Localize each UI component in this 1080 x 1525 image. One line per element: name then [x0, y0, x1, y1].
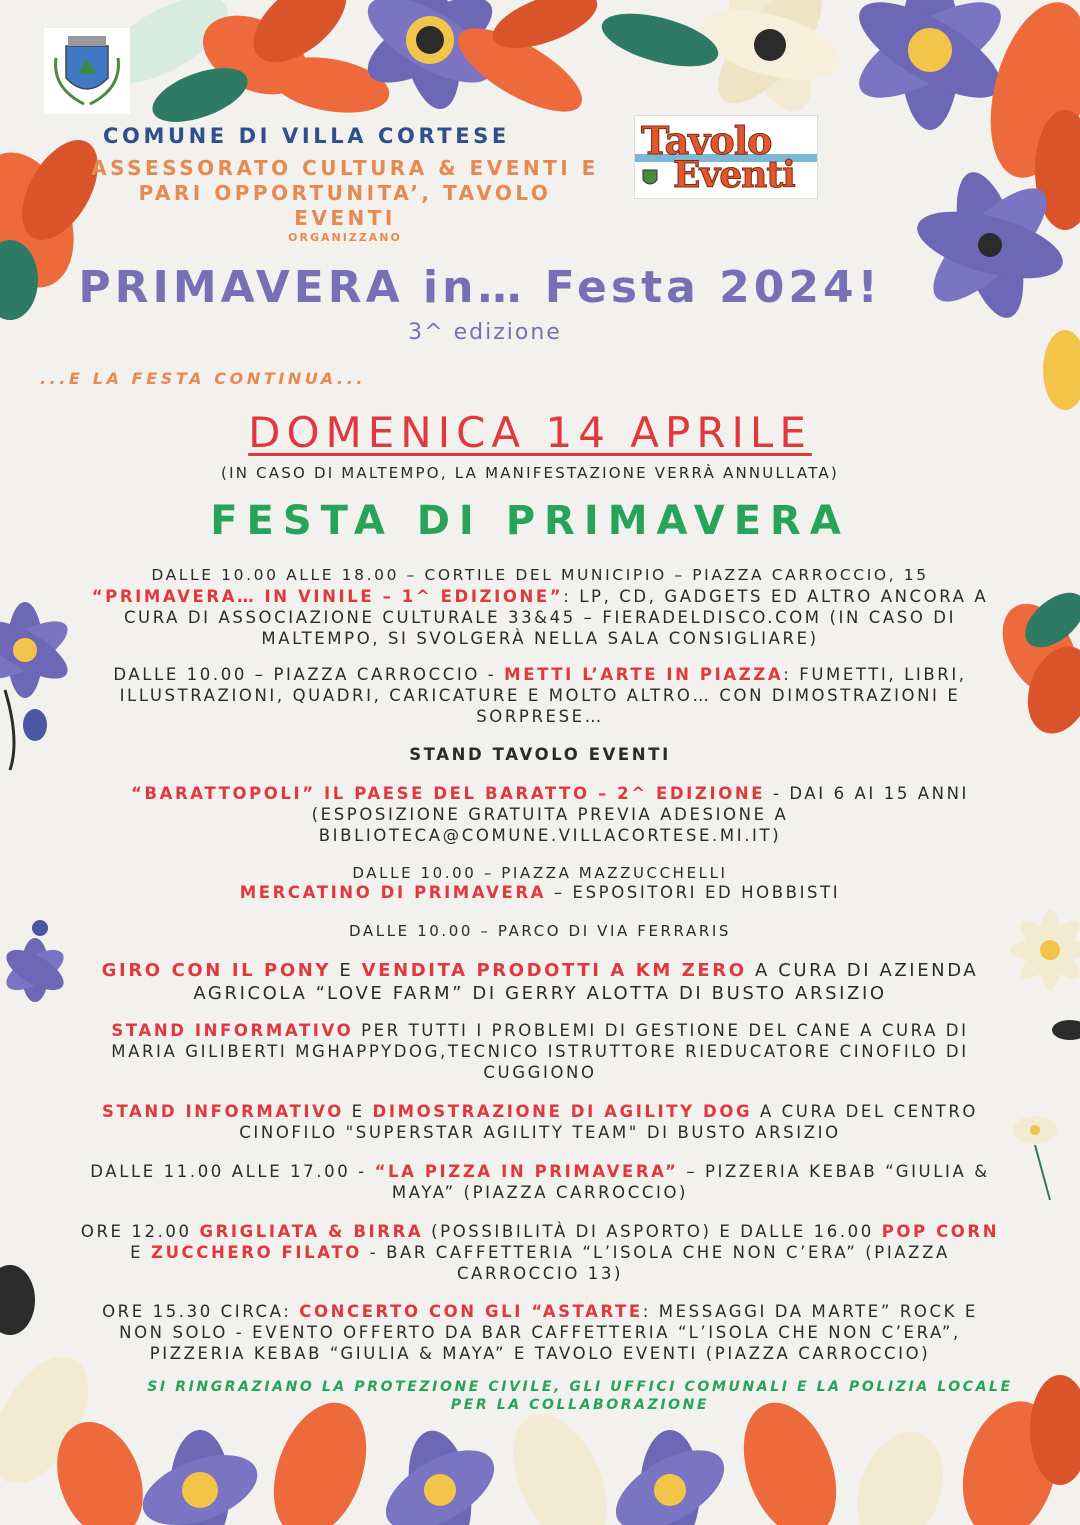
event-4-line-2: [30, 882, 1050, 903]
event-6-line-1: [30, 1020, 1050, 1041]
weather-note: (IN CASO DI MALTEMPO, LA MANIFESTAZIONE VERRÀ ANNULLATA): [221, 464, 839, 482]
event-date: DOMENICA 14 APRILE: [248, 408, 812, 457]
stand-tavolo-eventi: STAND TAVOLO EVENTI: [409, 745, 671, 764]
event-1-title: “PRIMAVERA… IN VINILE – 1^ EDIZIONE”: [91, 587, 564, 606]
event-10-line-1: [30, 1301, 1050, 1322]
assessorato-line-1: ASSESSORATO CULTURA & EVENTI E: [91, 156, 599, 180]
event-block-5: [30, 959, 1050, 1005]
event-9-l2-rest: - BAR CAFFETTERIA “L’ISOLA CHE NON C’ERA” (PIAZZA: [361, 1243, 950, 1262]
event-2-pre: DALLE 10.00 – PIAZZA CARROCCIO -: [113, 665, 505, 684]
event-2-line-2: ILLUSTRAZIONI, QUADRI, CARICATURE E MOLTO ALTRO… CON DIMOSTRAZIONI E: [119, 686, 961, 705]
comune-name: COMUNE DI VILLA CORTESE: [103, 124, 510, 148]
event-title: PRIMAVERA in… Festa 2024!: [78, 262, 882, 313]
event-block-3: [40, 783, 1060, 846]
event-9-pre: ORE 12.00: [80, 1222, 200, 1241]
event-3-line-2: (ESPOSIZIONE GRATUITA PREVIA ADESIONE A: [311, 805, 789, 824]
event-block-6: [30, 1020, 1050, 1083]
flower-cream-top-right: [596, 0, 847, 123]
event-2-rest: : FUMETTI, LIBRI,: [783, 665, 967, 684]
event-10-line-2: NON SOLO - EVENTO OFFERTO DA BAR CAFFETTERIA “L’ISOLA CHE NON C’ERA”,: [119, 1323, 961, 1342]
festa-heading: FESTA DI PRIMAVERA: [210, 498, 850, 544]
event-3-rest: - DAI 6 AI 15 ANNI: [765, 784, 970, 803]
event-10-line-3: PIZZERIA KEBAB “GIULIA & MAYA” E TAVOLO EVENTI (PIAZZA CARROCCIO): [149, 1344, 931, 1363]
event-8-line-2: MAYA” (PIAZZA CARROCCIO): [391, 1183, 689, 1202]
edition-label: 3^ edizione: [408, 320, 562, 345]
event-8-rest: – PIZZERIA KEBAB “GIULIA &: [678, 1162, 990, 1181]
event-10-title: CONCERTO CON GLI “ASTARTE: [299, 1302, 643, 1321]
event-8-pre: DALLE 11.00 ALLE 17.00 -: [90, 1162, 375, 1181]
logo-crest-icon: [641, 168, 659, 188]
event-9-title-3: ZUCCHERO FILATO: [151, 1243, 362, 1262]
event-7-line-2: CINOFILO "SUPERSTAR AGILITY TEAM" DI BUSTO ARSIZIO: [239, 1123, 841, 1142]
event-5-time: DALLE 10.00 – PARCO DI VIA FERRARIS: [349, 922, 731, 940]
event-block-4: [30, 864, 1050, 903]
event-block-2: [30, 664, 1050, 727]
flower-orange-top-left: [89, 0, 393, 133]
event-7-and: E: [343, 1102, 373, 1121]
event-2-line-1: [30, 664, 1050, 685]
assessorato-line-2: PARI OPPORTUNITA’, TAVOLO: [138, 181, 552, 205]
continua-label: ...E LA FESTA CONTINUA...: [40, 369, 367, 388]
thanks-line-1: SI RINGRAZIANO LA PROTEZIONE CIVILE, GLI UFFICI COMUNALI E LA POLIZIA LOCALE: [147, 1379, 1013, 1395]
event-1-line-2: [30, 586, 1050, 607]
event-9-title-2: POP CORN: [881, 1222, 1000, 1241]
thanks-line-2: PER LA COLLABORAZIONE: [450, 1397, 710, 1413]
municipal-crest: [44, 28, 130, 114]
logo-text-tavolo: Tavolo: [641, 118, 772, 163]
event-1-line-4: MALTEMPO, SI SVOLGERÀ NELLA SALA CONSIGLIARE): [261, 629, 819, 648]
assessorato-line-3: EVENTI: [294, 206, 396, 230]
event-7-rest: A CURA DEL CENTRO: [752, 1102, 979, 1121]
event-9-line-2: [30, 1242, 1050, 1263]
event-5-rest: A CURA DI AZIENDA: [746, 960, 979, 981]
event-8-title: “LA PIZZA IN PRIMAVERA”: [374, 1162, 679, 1181]
event-4-rest: – ESPOSITORI ED HOBBISTI: [546, 883, 841, 902]
event-5-line-1: [30, 959, 1050, 982]
event-4-time: DALLE 10.00 – PIAZZA MAZZUCCHELLI: [352, 864, 728, 882]
flower-purple-top-center: [355, 0, 604, 128]
event-9-title-1: GRIGLIATA & BIRRA: [199, 1222, 424, 1241]
event-block-7: [30, 1101, 1050, 1143]
event-10-pre: ORE 15.30 CIRCA:: [102, 1302, 300, 1321]
event-7-title-2: DIMOSTRAZIONE DI AGILITY DOG: [372, 1102, 753, 1121]
event-3-line-3: BIBLIOTECA@COMUNE.VILLACORTESE.MI.IT): [318, 826, 782, 845]
event-block-9: [30, 1221, 1050, 1284]
event-5-title-2: VENDITA PRODOTTI A KM ZERO: [361, 960, 747, 981]
event-2-title: METTI L’ARTE IN PIAZZA: [504, 665, 784, 684]
event-3-title: “BARATTOPOLI” IL PAESE DEL BARATTO – 2^ EDIZIONE: [130, 784, 766, 803]
event-7-line-1: [30, 1101, 1050, 1122]
event-1-line-3: CURA DI ASSOCIAZIONE CULTURALE 33&45 – FIERADELDISCO.COM (IN CASO DI: [123, 608, 957, 627]
event-6-line-2: MARIA GILIBERTI MGHAPPYDOG,TECNICO ISTRUTTORE RIEDUCATORE CINOFILO DI: [111, 1042, 969, 1061]
event-6-title: STAND INFORMATIVO: [111, 1021, 354, 1040]
event-1-rest: : LP, CD, GADGETS ED ALTRO ANCORA A: [563, 587, 989, 606]
event-9-l2-pre: E: [130, 1243, 151, 1262]
event-8-line-1: [30, 1161, 1050, 1182]
event-6-line-3: CUGGIONO: [483, 1063, 597, 1082]
event-4-title: MERCATINO DI PRIMAVERA: [239, 883, 546, 902]
tavolo-eventi-logo: [634, 115, 818, 199]
event-5-line-2: AGRICOLA “LOVE FARM” DI GERRY ALOTTA DI BUSTO ARSIZIO: [193, 983, 887, 1004]
event-1-time: DALLE 10.00 ALLE 18.00 – CORTILE DEL MUNICIPIO – PIAZZA CARROCCIO, 15: [151, 566, 929, 584]
event-6-rest: PER TUTTI I PROBLEMI DI GESTIONE DEL CANE A CURA DI: [353, 1021, 969, 1040]
event-3-line-1: [40, 783, 1060, 804]
event-10-rest: : MESSAGGI DA MARTE” ROCK E: [642, 1302, 978, 1321]
event-block-1: [30, 565, 1050, 649]
event-9-line-1: [30, 1221, 1050, 1242]
logo-text-eventi: Eventi: [673, 154, 795, 196]
event-5-title-1: GIRO CON IL PONY: [101, 960, 332, 981]
flower-bottom-border: [0, 1340, 1080, 1525]
event-7-title-1: STAND INFORMATIVO: [101, 1102, 344, 1121]
thanks-block: [90, 1378, 1070, 1414]
event-block-10: [30, 1301, 1050, 1364]
event-block-8: [30, 1161, 1050, 1203]
event-5-and: E: [331, 960, 362, 981]
organizzano-label: ORGANIZZANO: [288, 231, 402, 244]
event-9-line-3: CARROCCIO 13): [456, 1264, 624, 1283]
event-9-mid: (POSSIBILITÀ DI ASPORTO) E DALLE 16.00: [423, 1222, 882, 1241]
assessorato-block: [60, 156, 630, 231]
event-2-line-3: SORPRESE…: [476, 707, 604, 726]
